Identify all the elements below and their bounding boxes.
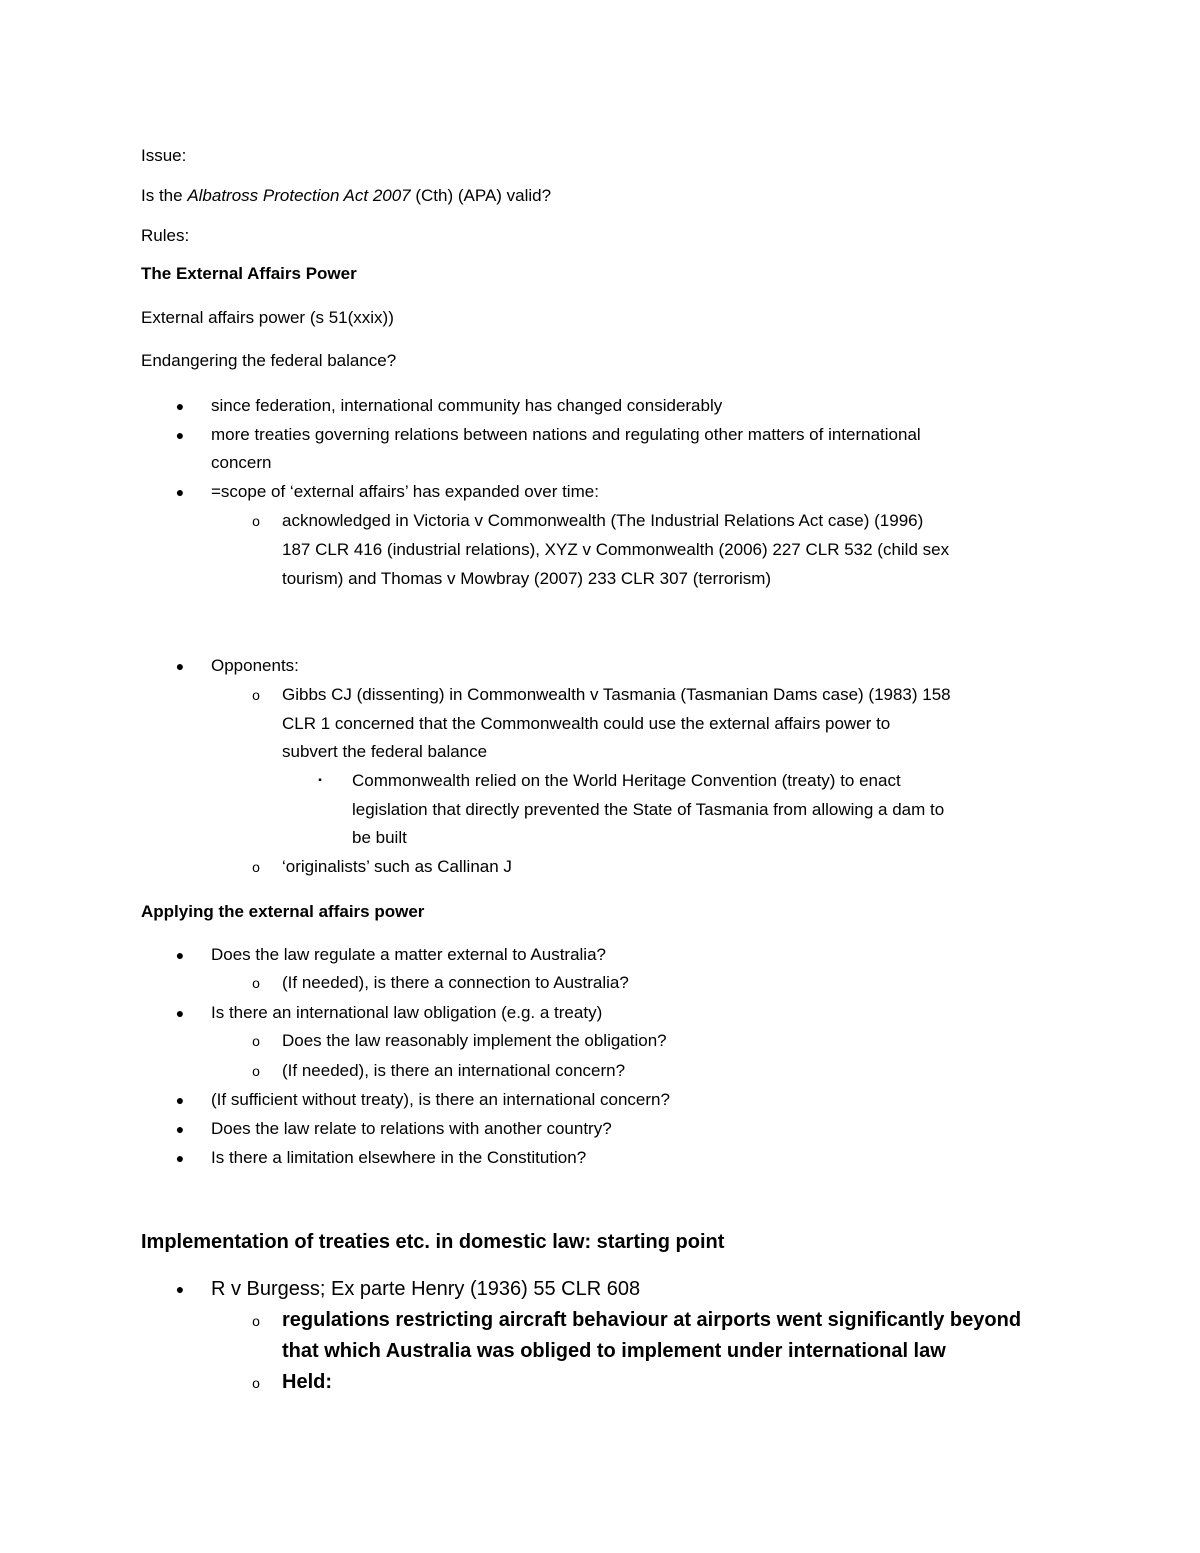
list-item: =scope of ‘external affairs’ has expanded over time: [211,482,599,501]
list-item-continuation: that which Australia was obliged to implement under international law [282,1340,946,1362]
issue-question: Is the Albatross Protection Act 2007 (Cth) (APA) valid? [141,186,552,205]
list-item: regulations restricting aircraft behaviour at airports went significantly beyond [282,1309,1022,1331]
list-item: ‘originalists’ such as Callinan J [282,857,512,876]
bullet-disc-icon: ● [175,484,185,500]
list-item-continuation: be built [352,828,407,847]
bullet-square-icon: ▪ [318,775,322,786]
list-item: more treaties governing relations between nations and regulating other matters of international [211,425,921,444]
bullet-circle-icon: o [252,687,260,703]
list-item: Is there a limitation elsewhere in the Constitution? [211,1148,587,1167]
list-item: Does the law relate to relations with another country? [211,1119,612,1138]
bullet-disc-icon: ● [175,1281,185,1297]
heading-applying: Applying the external affairs power [141,902,425,921]
bullet-disc-icon: ● [175,1150,185,1166]
list-item-continuation: CLR 1 concerned that the Commonwealth could use the external affairs power to [282,714,891,733]
bullet-circle-icon: o [252,513,260,529]
list-item-continuation: 187 CLR 416 (industrial relations), XYZ v Commonwealth (2006) 227 CLR 532 (child sex [282,540,950,559]
bullet-disc-icon: ● [175,427,185,443]
bullet-circle-icon: o [252,1063,260,1079]
bullet-disc-icon: ● [175,1005,185,1021]
bullet-circle-icon: o [252,1375,260,1391]
list-item: since federation, international community has changed considerably [211,396,723,415]
list-item: Held: [282,1371,332,1393]
list-item: Does the law regulate a matter external to Australia? [211,945,606,964]
list-item-continuation: concern [211,453,272,472]
federal-balance-question: Endangering the federal balance? [141,351,397,370]
bullet-circle-icon: o [252,1313,260,1329]
bullet-disc-icon: ● [175,658,185,674]
heading-implementation: Implementation of treaties etc. in domestic law: starting point [141,1231,725,1253]
bullet-circle-icon: o [252,859,260,875]
list-item-continuation: legislation that directly prevented the State of Tasmania from allowing a dam to [352,800,945,819]
rules-label: Rules: [141,226,190,245]
list-item: Opponents: [211,656,299,675]
list-item: R v Burgess; Ex parte Henry (1936) 55 CLR 608 [211,1278,641,1300]
list-item: Is there an international law obligation (e.g. a treaty) [211,1003,603,1022]
bullet-disc-icon: ● [175,398,185,414]
issue-label: Issue: [141,146,187,165]
list-item: (If sufficient without treaty), is there an international concern? [211,1090,670,1109]
list-item: Gibbs CJ (dissenting) in Commonwealth v Tasmania (Tasmanian Dams case) (1983) 158 [282,685,951,704]
bullet-disc-icon: ● [175,1121,185,1137]
bullet-disc-icon: ● [175,947,185,963]
list-item-continuation: subvert the federal balance [282,742,488,761]
heading-external-affairs: The External Affairs Power [141,264,357,283]
eap-line: External affairs power (s 51(xxix)) [141,308,394,327]
bullet-disc-icon: ● [175,1092,185,1108]
act-title: Albatross Protection Act 2007 [187,186,411,205]
list-item: (If needed), is there a connection to Australia? [282,973,629,992]
bullet-circle-icon: o [252,975,260,991]
bullet-circle-icon: o [252,1033,260,1049]
list-item: (If needed), is there an international concern? [282,1061,626,1080]
list-item: Commonwealth relied on the World Heritage Convention (treaty) to enact [352,771,901,790]
list-item: Does the law reasonably implement the obligation? [282,1031,667,1050]
list-item: acknowledged in Victoria v Commonwealth (The Industrial Relations Act case) (1996) [282,511,924,530]
list-item-continuation: tourism) and Thomas v Mowbray (2007) 233 CLR 307 (terrorism) [282,569,772,588]
